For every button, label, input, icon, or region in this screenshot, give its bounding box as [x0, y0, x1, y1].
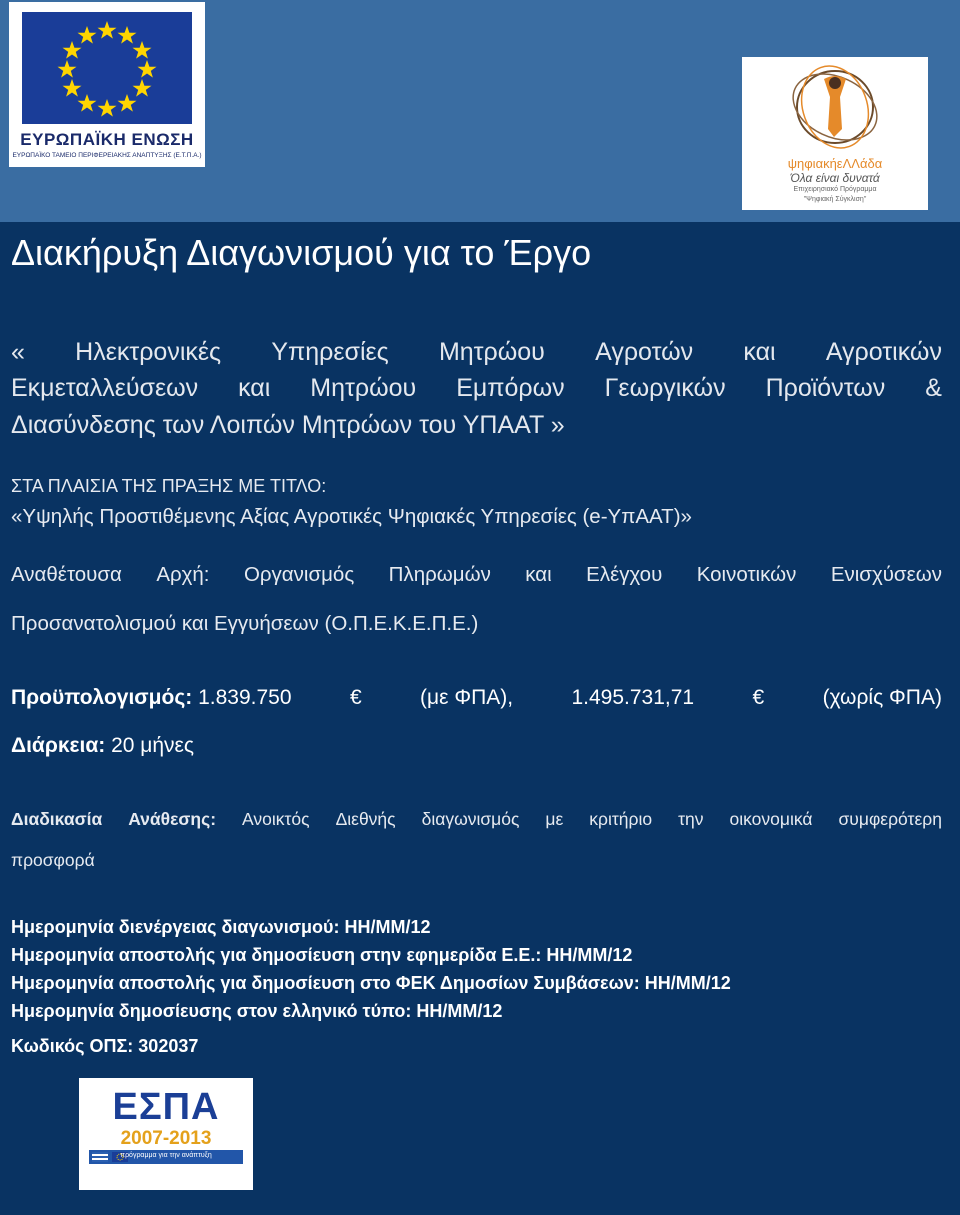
euro-sign: € — [752, 686, 765, 709]
word: Ηλεκτρονικές — [75, 338, 222, 366]
digital-greece-program: Επιχειρησιακό Πρόγραμμα — [793, 186, 877, 193]
digital-greece-tagline: Όλα είναι δυνατά — [790, 171, 880, 185]
word: Ενισχύσεων — [830, 563, 942, 586]
award-procedure-line-2: προσφορά — [11, 850, 95, 870]
digital-greece-program-name: "Ψηφιακή Σύγκλιση" — [803, 196, 867, 203]
duration-value: 20 μήνες — [105, 734, 195, 757]
project-line-2 — [11, 374, 942, 403]
word: Ανοικτός — [242, 809, 310, 829]
framework-label: ΣΤΑ ΠΛΑΙΣΙΑ ΤΗΣ ΠΡΑΞΗΣ ΜΕ ΤΙΤΛΟ: — [11, 476, 327, 496]
budget-label: Προϋπολογισμός: — [11, 686, 193, 709]
project-line-1 — [11, 338, 942, 367]
espa-logo — [79, 1078, 253, 1190]
word: Διαδικασία — [11, 809, 103, 829]
date-of-tender: Ημερομηνία διενέργειας διαγωνισμού: ΗΗ/ΜΜ/12 — [11, 917, 431, 937]
page-title: Διακήρυξη Διαγωνισμού για το Έργο — [11, 232, 592, 273]
budget-label-and-amount — [11, 686, 292, 710]
content-panel — [0, 222, 960, 1215]
word: συμφερότερη — [838, 809, 942, 829]
word: « — [11, 338, 25, 366]
euro-sign: € — [349, 686, 362, 709]
word: και — [743, 338, 776, 366]
word: κριτήριο — [589, 809, 653, 829]
word: & — [925, 374, 942, 402]
date-published-greek-press: Ημερομηνία δημοσίευσης στον ελληνικό τύπο: ΗΗ/ΜΜ/12 — [11, 1001, 503, 1021]
budget-amount-vat: 1.839.750 — [198, 686, 292, 709]
word: διαγωνισμός — [421, 809, 520, 829]
eu-logo — [9, 2, 205, 167]
digital-greece-emblem-icon — [742, 57, 928, 157]
word: Εμπόρων — [456, 374, 565, 402]
word: Αναθέτουσα — [11, 563, 122, 586]
word: Αγροτών — [595, 338, 694, 366]
eu-logo-subtitle: ΕΥΡΩΠΑΪΚΟ ΤΑΜΕΙΟ ΠΕΡΙΦΕΡΕΙΑΚΗΣ ΑΝΑΠΤΥΞΗΣ (Ε.Τ.Π.Α.) — [12, 152, 202, 159]
word: Ελέγχου — [586, 563, 663, 586]
word: Κοινοτικών — [696, 563, 797, 586]
word: Αρχή: — [156, 563, 210, 586]
espa-logo-years: 2007-2013 — [120, 1128, 212, 1149]
eu-flag-icon — [22, 12, 192, 124]
project-line-3: Διασύνδεσης των Λοιπών Μητρώων του ΥΠΑΑΤ » — [11, 411, 565, 439]
espa-logo-word: ΕΣΠΑ — [112, 1086, 220, 1128]
word: Γεωργικών — [604, 374, 726, 402]
word: Μητρώου — [438, 338, 545, 366]
word: Αγροτικών — [825, 338, 942, 366]
budget-without-vat: (χωρίς ΦΠΑ) — [822, 686, 942, 709]
word: οικονομικά — [729, 809, 813, 829]
word: Εκμεταλλεύσεων — [11, 374, 199, 402]
word: και — [525, 563, 552, 586]
word: με — [545, 809, 564, 829]
word: Προϊόντων — [765, 374, 886, 402]
digital-greece-brand: ψηφιακήεΛΛάδα — [787, 156, 883, 171]
date-sent-to-fek: Ημερομηνία αποστολής για δημοσίευση στο ΦΕΚ Δημοσίων Συμβάσεων: ΗΗ/ΜΜ/12 — [11, 973, 731, 993]
eu-logo-title: ΕΥΡΩΠΑΪΚΗ ΕΝΩΣΗ — [20, 130, 194, 149]
word: και — [238, 374, 271, 402]
word: Οργανισμός — [243, 563, 355, 586]
contracting-authority-line-2: Προσανατολισμού και Εγγυήσεων (Ο.Π.Ε.Κ.Ε.Π.Ε.) — [11, 612, 479, 635]
word: Ανάθεσης: — [128, 809, 217, 829]
digital-greece-logo — [742, 57, 928, 210]
word: Μητρώου — [310, 374, 417, 402]
word: Διεθνής — [335, 809, 396, 829]
award-procedure-line-1 — [11, 809, 942, 830]
budget-line — [11, 686, 942, 710]
word: Υπηρεσίες — [271, 338, 389, 366]
budget-with-vat: (με ΦΠΑ), — [420, 686, 514, 709]
framework-title: «Υψηλής Προστιθέμενης Αξίας Αγροτικές Ψηφιακές Υπηρεσίες (e-ΥπΑΑΤ)» — [11, 505, 692, 528]
word: την — [678, 809, 704, 829]
contracting-authority-line-1 — [11, 563, 942, 587]
date-sent-to-eu-journal: Ημερομηνία αποστολής για δημοσίευση στην εφημερίδα Ε.Ε.: ΗΗ/ΜΜ/12 — [11, 945, 633, 965]
ops-code: Κωδικός ΟΠΣ: 302037 — [11, 1036, 199, 1056]
espa-logo-tagline: πρόγραμμα για την ανάπτυξη — [120, 1152, 212, 1159]
duration-label: Διάρκεια: — [11, 734, 106, 757]
budget-amount-novat: 1.495.731,71 — [571, 686, 695, 709]
word: Πληρωμών — [388, 563, 491, 586]
duration — [11, 734, 194, 758]
